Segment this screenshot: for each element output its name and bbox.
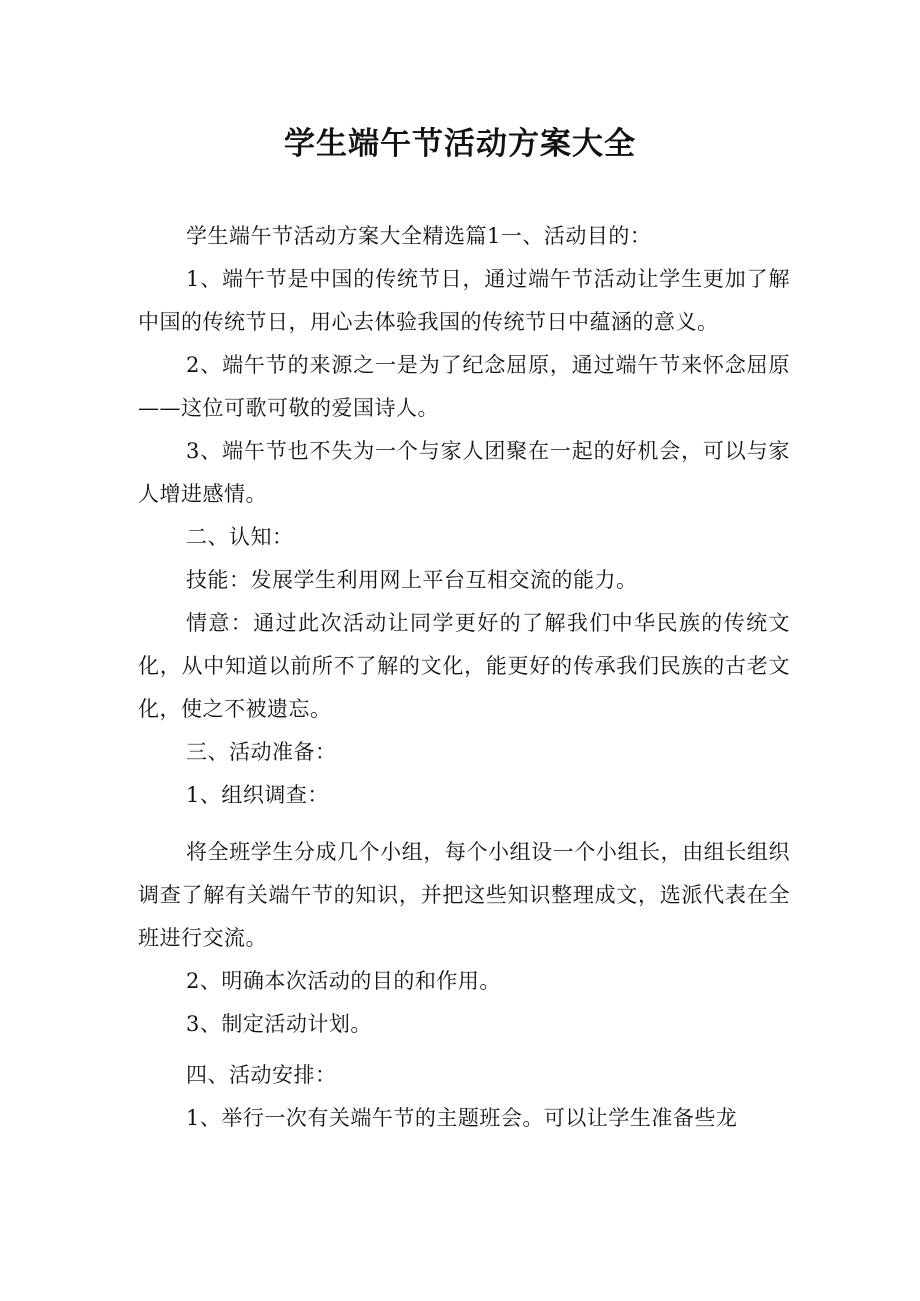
spacer (138, 1046, 790, 1054)
paragraph-purpose: 2、明确本次活动的目的和作用。 (186, 969, 501, 993)
document-title: 学生端午节活动方案大全 (284, 126, 636, 162)
paragraph-goal-2: 2、端午节的来源之一是为了纪念屈原，通过端午节来怀念屈原——这位可歌可敬的爱国诗人。 (138, 353, 790, 420)
heading-preparation: 三、活动准备： (186, 740, 337, 764)
spacer (138, 817, 790, 831)
paragraph-class-meeting: 1、举行一次有关端午节的主题班会。可以让学生准备些龙 (186, 1106, 738, 1130)
paragraph-goal-1: 1、端午节是中国的传统节日，通过端午节活动让学生更加了解中国的传统节日，用心去体验我国的传统节日中蕴涵的意义。 (138, 267, 790, 334)
paragraph-skill: 技能：发展学生利用网上平台互相交流的能力。 (186, 568, 638, 592)
paragraph-groups: 将全班学生分成几个小组，每个小组设一个小组长，由组长组织调查了解有关端午节的知识，并把这些知识整理成文，选派代表在全班进行交流。 (138, 840, 790, 950)
paragraph-plan: 3、制定活动计划。 (186, 1012, 372, 1036)
heading-arrangement: 四、活动安排： (186, 1063, 337, 1087)
paragraph-emotion: 情意：通过此次活动让同学更好的了解我们中华民族的传统文化，从中知道以前所不了解的文化，能更好的传承我们民族的古老文化，使之不被遗忘。 (138, 611, 790, 721)
document-body (138, 215, 790, 1140)
heading-cognition: 二、认知： (186, 525, 294, 549)
paragraph-goal-3: 3、端午节也不失为一个与家人团聚在一起的好机会，可以与家人增进感情。 (138, 439, 790, 506)
paragraph-intro: 学生端午节活动方案大全精选篇1一、活动目的： (186, 224, 652, 248)
paragraph-survey: 1、组织调查： (186, 783, 329, 807)
